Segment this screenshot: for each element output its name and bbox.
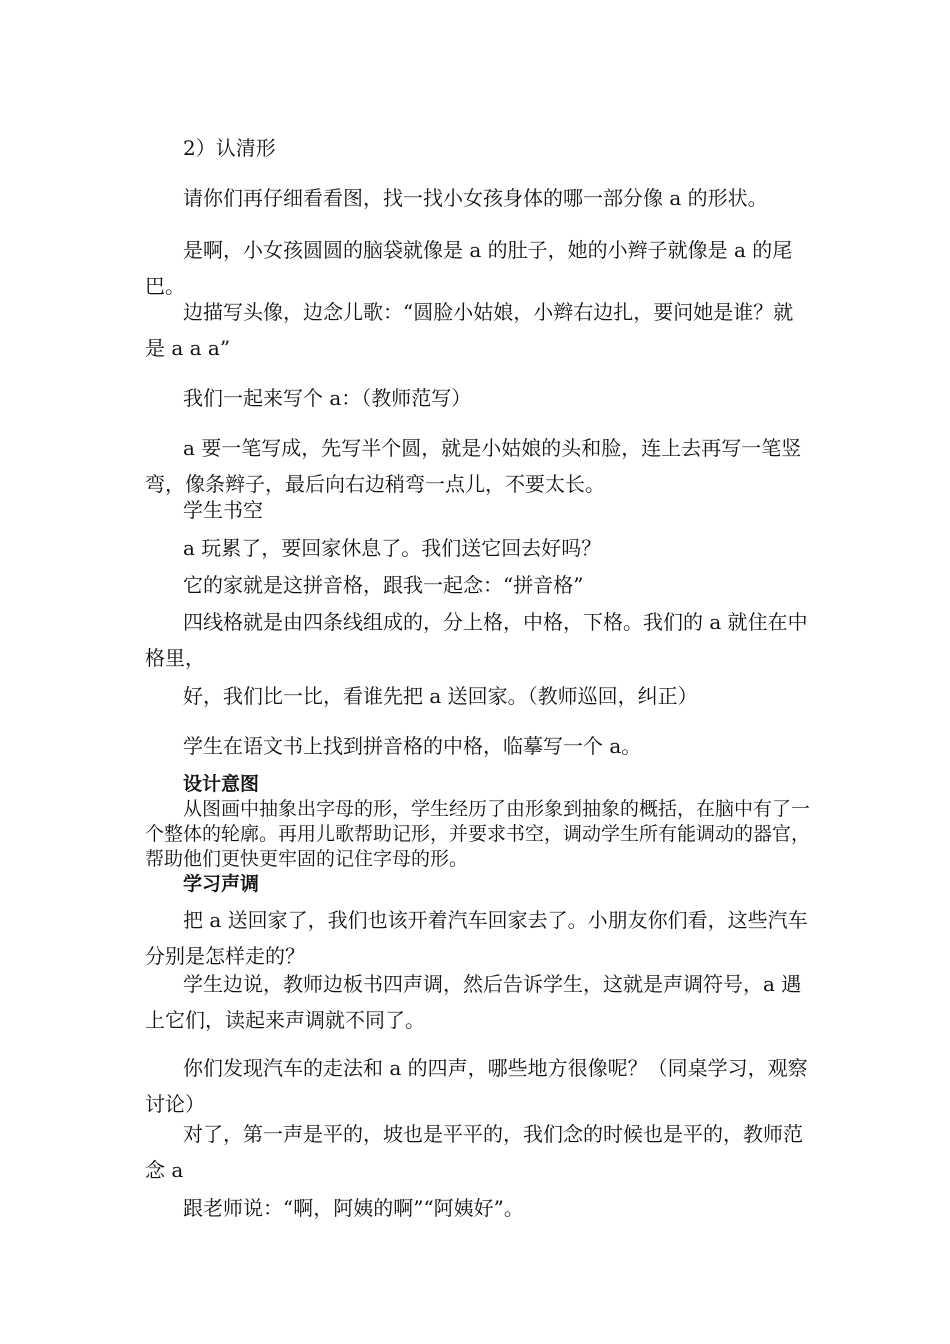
paragraph: 边描写头像，边念儿歌：“圆脸小姑娘，小辫右边扎，要问她是谁？就是 a a a” [145,300,794,360]
paragraph: 我们一起来写个 a：（教师范写） [183,386,472,410]
section-heading: 2）认清形 [183,136,276,160]
paragraph: 好，我们比一比，看谁先把 a 送回家。（教师巡回，纠正） [183,684,698,708]
paragraph: 学生书空 [183,498,263,522]
paragraph: 你们发现汽车的走法和 a 的四声，哪些地方很像呢？（同桌学习，观察讨论） [145,1056,808,1116]
subheading-design-intent: 设计意图 [183,773,260,795]
paragraph: a 要一笔写成，先写半个圆，就是小姑娘的头和脸，连上去再写一笔竖弯，像条辫子，最后向右边稍弯一点儿，不要太长。 [145,436,802,496]
paragraph: 四线格就是由四条线组成的，分上格，中格，下格。我们的 a 就住在中格里， [145,610,808,670]
paragraph: 请你们再仔细看看图，找一找小女孩身体的哪一部分像 a 的形状。 [183,186,768,210]
paragraph: 跟老师说：“啊，阿姨的啊”“阿姨好”。 [183,1196,524,1220]
paragraph: 把 a 送回家了，我们也该开着汽车回家去了。小朋友你们看，这些汽车分别是怎样走的？ [145,908,808,968]
paragraph: 学生边说，教师边板书四声调，然后告诉学生，这就是声调符号，a 遇上它们，读起来声调就不同了。 [145,972,802,1032]
paragraph: 它的家就是这拼音格，跟我一起念：“拼音格” [183,573,584,597]
subheading-learn-tones: 学习声调 [183,873,260,895]
paragraph: 对了，第一声是平的，坡也是平平的，我们念的时候也是平的，教师范念 a [145,1122,803,1182]
paragraph: 学生在语文书上找到拼音格的中格，临摹写一个 a。 [183,734,642,758]
paragraph: 是啊，小女孩圆圆的脑袋就像是 a 的肚子，她的小辫子就像是 a 的尾巴。 [145,238,793,298]
paragraph: a 玩累了，要回家休息了。我们送它回去好吗？ [183,536,602,560]
paragraph: 从图画中抽象出字母的形，学生经历了由形象到抽象的概括，在脑中有了一个整体的轮廓。再用儿歌帮助记形，并要求书空，调动学生所有能调动的器官，帮助他们更快更牢固的记住字母的形。 [145,798,811,870]
